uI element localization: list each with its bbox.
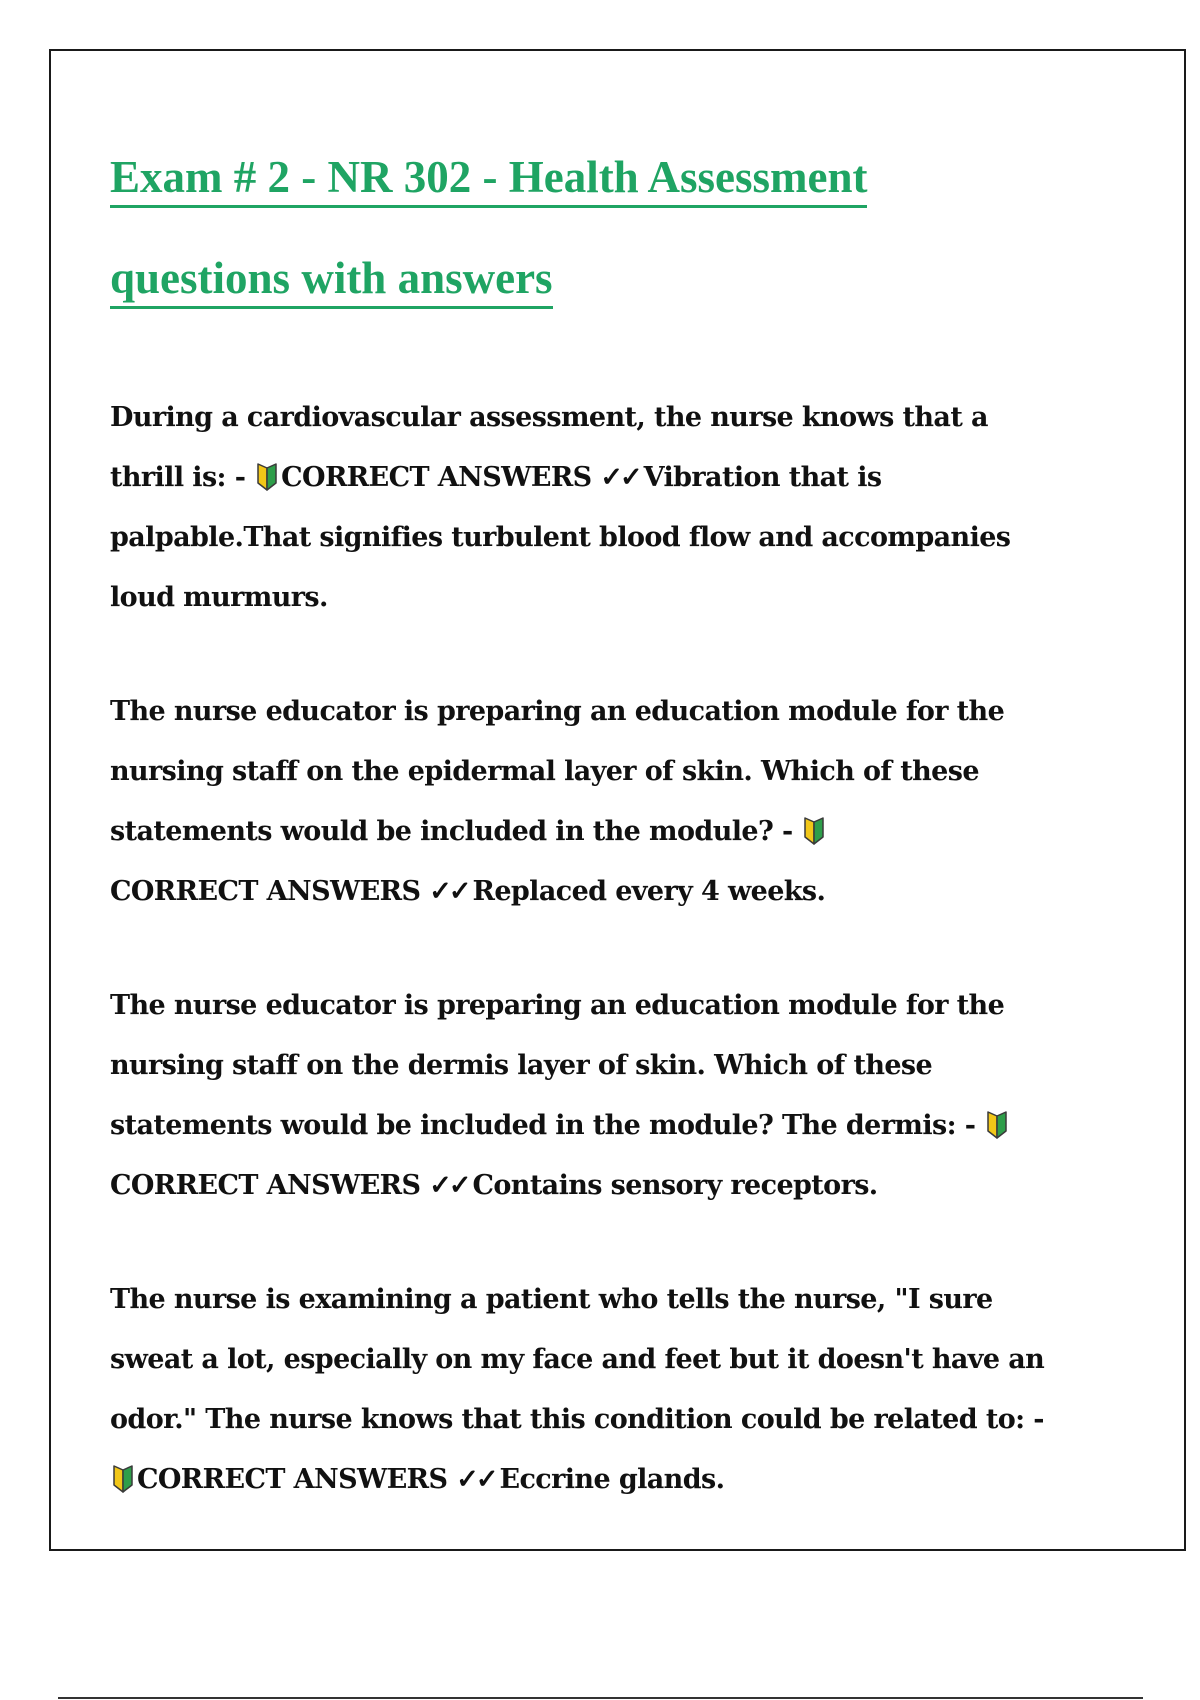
double-check-icon: ✓✓ bbox=[429, 876, 469, 907]
answer-text: Eccrine glands. bbox=[499, 1464, 725, 1495]
question-text: During a cardiovascular assessment, the nurse knows that a thrill is: - bbox=[110, 402, 988, 493]
answer-text: Replaced every 4 weeks. bbox=[472, 876, 826, 907]
question-text: The nurse is examining a patient who tells the nurse, "I sure sweat a lot, especially on my face and feet but it doesn't have an odor." The nurse knows that this condition could be related to: - bbox=[110, 1284, 1045, 1435]
double-check-icon: ✓✓ bbox=[456, 1464, 496, 1495]
double-check-icon: ✓✓ bbox=[600, 462, 640, 493]
beginner-shield-icon bbox=[112, 1465, 134, 1493]
answer-label: CORRECT ANSWERS bbox=[110, 876, 421, 907]
footer-divider bbox=[58, 1697, 1143, 1699]
double-check-icon: ✓✓ bbox=[429, 1170, 469, 1201]
question-text: The nurse educator is preparing an education module for the nursing staff on the epidermal layer of skin. Which of these statements would be included in the module? - bbox=[110, 696, 1005, 847]
beginner-shield-icon bbox=[803, 817, 825, 845]
qa-item bbox=[110, 976, 1060, 1216]
beginner-shield-icon bbox=[256, 463, 278, 491]
qa-list bbox=[110, 388, 1060, 1564]
answer-text: Contains sensory receptors. bbox=[472, 1170, 878, 1201]
qa-item bbox=[110, 388, 1060, 628]
qa-item bbox=[110, 1270, 1060, 1510]
title-line-1: Exam # 2 - NR 302 - Health Assessment bbox=[110, 155, 867, 208]
beginner-shield-icon bbox=[986, 1111, 1008, 1139]
title-line-2: questions with answers bbox=[110, 256, 553, 309]
question-text: The nurse educator is preparing an education module for the nursing staff on the dermis layer of skin. Which of these statements would be included in the module? The dermis: - bbox=[110, 990, 1005, 1141]
answer-text: Vibration that is palpable.That signifies turbulent blood flow and accompanies loud murmurs. bbox=[110, 462, 1011, 613]
qa-item bbox=[110, 682, 1060, 922]
page-title bbox=[110, 135, 1010, 337]
answer-label: CORRECT ANSWERS bbox=[137, 1464, 448, 1495]
answer-label: CORRECT ANSWERS bbox=[110, 1170, 421, 1201]
answer-label: CORRECT ANSWERS bbox=[281, 462, 592, 493]
